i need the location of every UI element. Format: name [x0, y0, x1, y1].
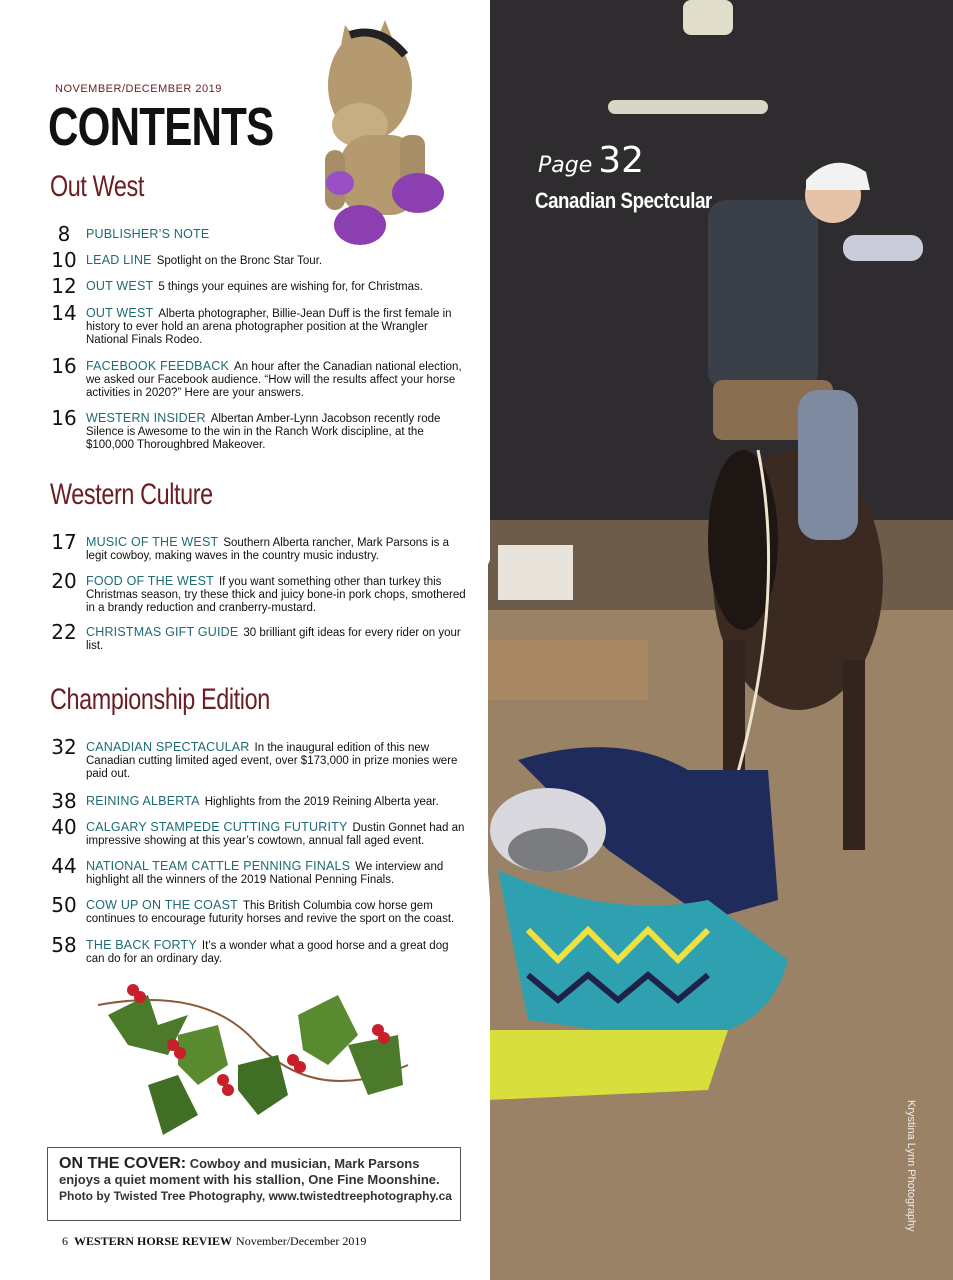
- toc-heading: PUBLISHER’S NOTE: [86, 227, 210, 241]
- issue-date: NOVEMBER/DECEMBER 2019: [55, 83, 222, 95]
- toc-page-number: 22: [51, 620, 77, 644]
- toc-description: An hour after the Canadian national election, we asked our Facebook audience. “How will the results affect your horse activities in 2020?” Here are your answers.: [86, 361, 462, 400]
- toc-page-number: 16: [51, 354, 77, 378]
- toc-heading: REINING ALBERTA: [86, 794, 200, 808]
- toc-heading: WESTERN INSIDER: [86, 411, 206, 425]
- toc-description: Albertan Amber-Lynn Jacobson recently rode Silence is Awesome to the win in the Ranch Work discipline, at the $100,000 Thoroughbred Makeover.: [86, 413, 441, 452]
- cover-caption-lead: ON THE COVER:: [59, 1155, 187, 1172]
- toc-description: Dustin Gonnet had an impressive showing at this year’s cowtown, annual fall aged event.: [86, 822, 465, 848]
- toc-heading: MUSIC OF THE WEST: [86, 535, 219, 549]
- section-out-west: Out West: [50, 170, 144, 203]
- toc-page-number: 44: [51, 854, 77, 878]
- contents-title: CONTENTS: [48, 97, 274, 157]
- toc-page-number: 40: [51, 815, 77, 839]
- toc-description: It’s a wonder what a good horse and a great dog can do for an ordinary day.: [86, 940, 449, 966]
- toc-heading: OUT WEST: [86, 306, 154, 320]
- toc-description: Alberta photographer, Billie-Jean Duff is the first female in history to ever hold an arena photographer position at the Wrangler National Finals Rodeo.: [86, 308, 452, 347]
- toc-page-number: 58: [51, 933, 77, 957]
- toc-heading: CHRISTMAS GIFT GUIDE: [86, 625, 239, 639]
- section-championship-edition: Championship Edition: [50, 683, 270, 716]
- toc-page-number: 20: [51, 569, 77, 593]
- toc-heading: COW UP ON THE COAST: [86, 898, 238, 912]
- cover-photo-credit: Photo by Twisted Tree Photography, www.twistedtreephotography.ca: [59, 1189, 452, 1203]
- toc-heading: LEAD LINE: [86, 253, 152, 267]
- page-word: Page: [538, 153, 593, 178]
- plush-horse-toy-image: [300, 15, 460, 250]
- page-footer: [62, 1234, 366, 1249]
- page-number: 32: [598, 140, 645, 181]
- cover-caption-box: [47, 1147, 461, 1221]
- toc-heading: NATIONAL TEAM CATTLE PENNING FINALS: [86, 859, 351, 873]
- section-western-culture: Western Culture: [50, 478, 213, 511]
- feature-page-reference: [538, 140, 644, 181]
- toc-heading: FACEBOOK FEEDBACK: [86, 359, 230, 373]
- footer-date: November/December 2019: [236, 1234, 367, 1248]
- toc-description: In the inaugural edition of this new Canadian cutting limited aged event, over $173,000 in prize monies were paid out.: [86, 742, 458, 781]
- toc-page-number: 32: [51, 735, 77, 759]
- toc-description: Southern Alberta rancher, Mark Parsons is a legit cowboy, making waves in the country music industry.: [86, 537, 449, 563]
- toc-page-number: 38: [51, 789, 77, 813]
- toc-page-number: 50: [51, 893, 77, 917]
- toc-description: This British Columbia cow horse gem continues to encourage futurity horses and revive the sport on the coast.: [86, 900, 455, 926]
- footer-magazine: WESTERN HORSE REVIEW: [74, 1234, 233, 1248]
- toc-page-number: 12: [51, 274, 77, 298]
- toc-description: 5 things your equines are wishing for, for Christmas.: [158, 281, 423, 293]
- toc-description: Highlights from the 2019 Reining Alberta year.: [204, 796, 439, 808]
- toc-description: Spotlight on the Bronc Star Tour.: [156, 255, 323, 267]
- footer-page-number: 6: [62, 1234, 68, 1248]
- toc-heading: CANADIAN SPECTACULAR: [86, 740, 250, 754]
- toc-page-number: 10: [51, 248, 77, 272]
- toc-page-number: 17: [51, 530, 77, 554]
- toc-heading: OUT WEST: [86, 279, 154, 293]
- toc-heading: THE BACK FORTY: [86, 938, 197, 952]
- toc-page-number: 8: [57, 222, 71, 246]
- cover-caption-text: Cowboy and musician, Mark Parsons enjoys a quiet moment with his stallion, One Fine Moonshine.: [59, 1156, 440, 1187]
- toc-description: 30 brilliant gift ideas for every rider on your list.: [86, 627, 461, 653]
- toc-description: If you want something other than turkey this Christmas season, try these thick and juicy bone-in pork chops, smothered in a brandy reduction and cranberry-mustard.: [86, 576, 466, 615]
- feature-title: Canadian Spectcular: [535, 188, 712, 213]
- toc-heading: FOOD OF THE WEST: [86, 574, 214, 588]
- toc-page-number: 16: [51, 406, 77, 430]
- toc-page-number: 14: [51, 301, 77, 325]
- toc-description: We interview and highlight all the winners of the 2019 National Penning Finals.: [86, 861, 444, 887]
- toc-heading: CALGARY STAMPEDE CUTTING FUTURITY: [86, 820, 348, 834]
- photo-credit: Krystina Lynn Photography: [905, 1100, 917, 1232]
- holly-illustration: [88, 975, 418, 1155]
